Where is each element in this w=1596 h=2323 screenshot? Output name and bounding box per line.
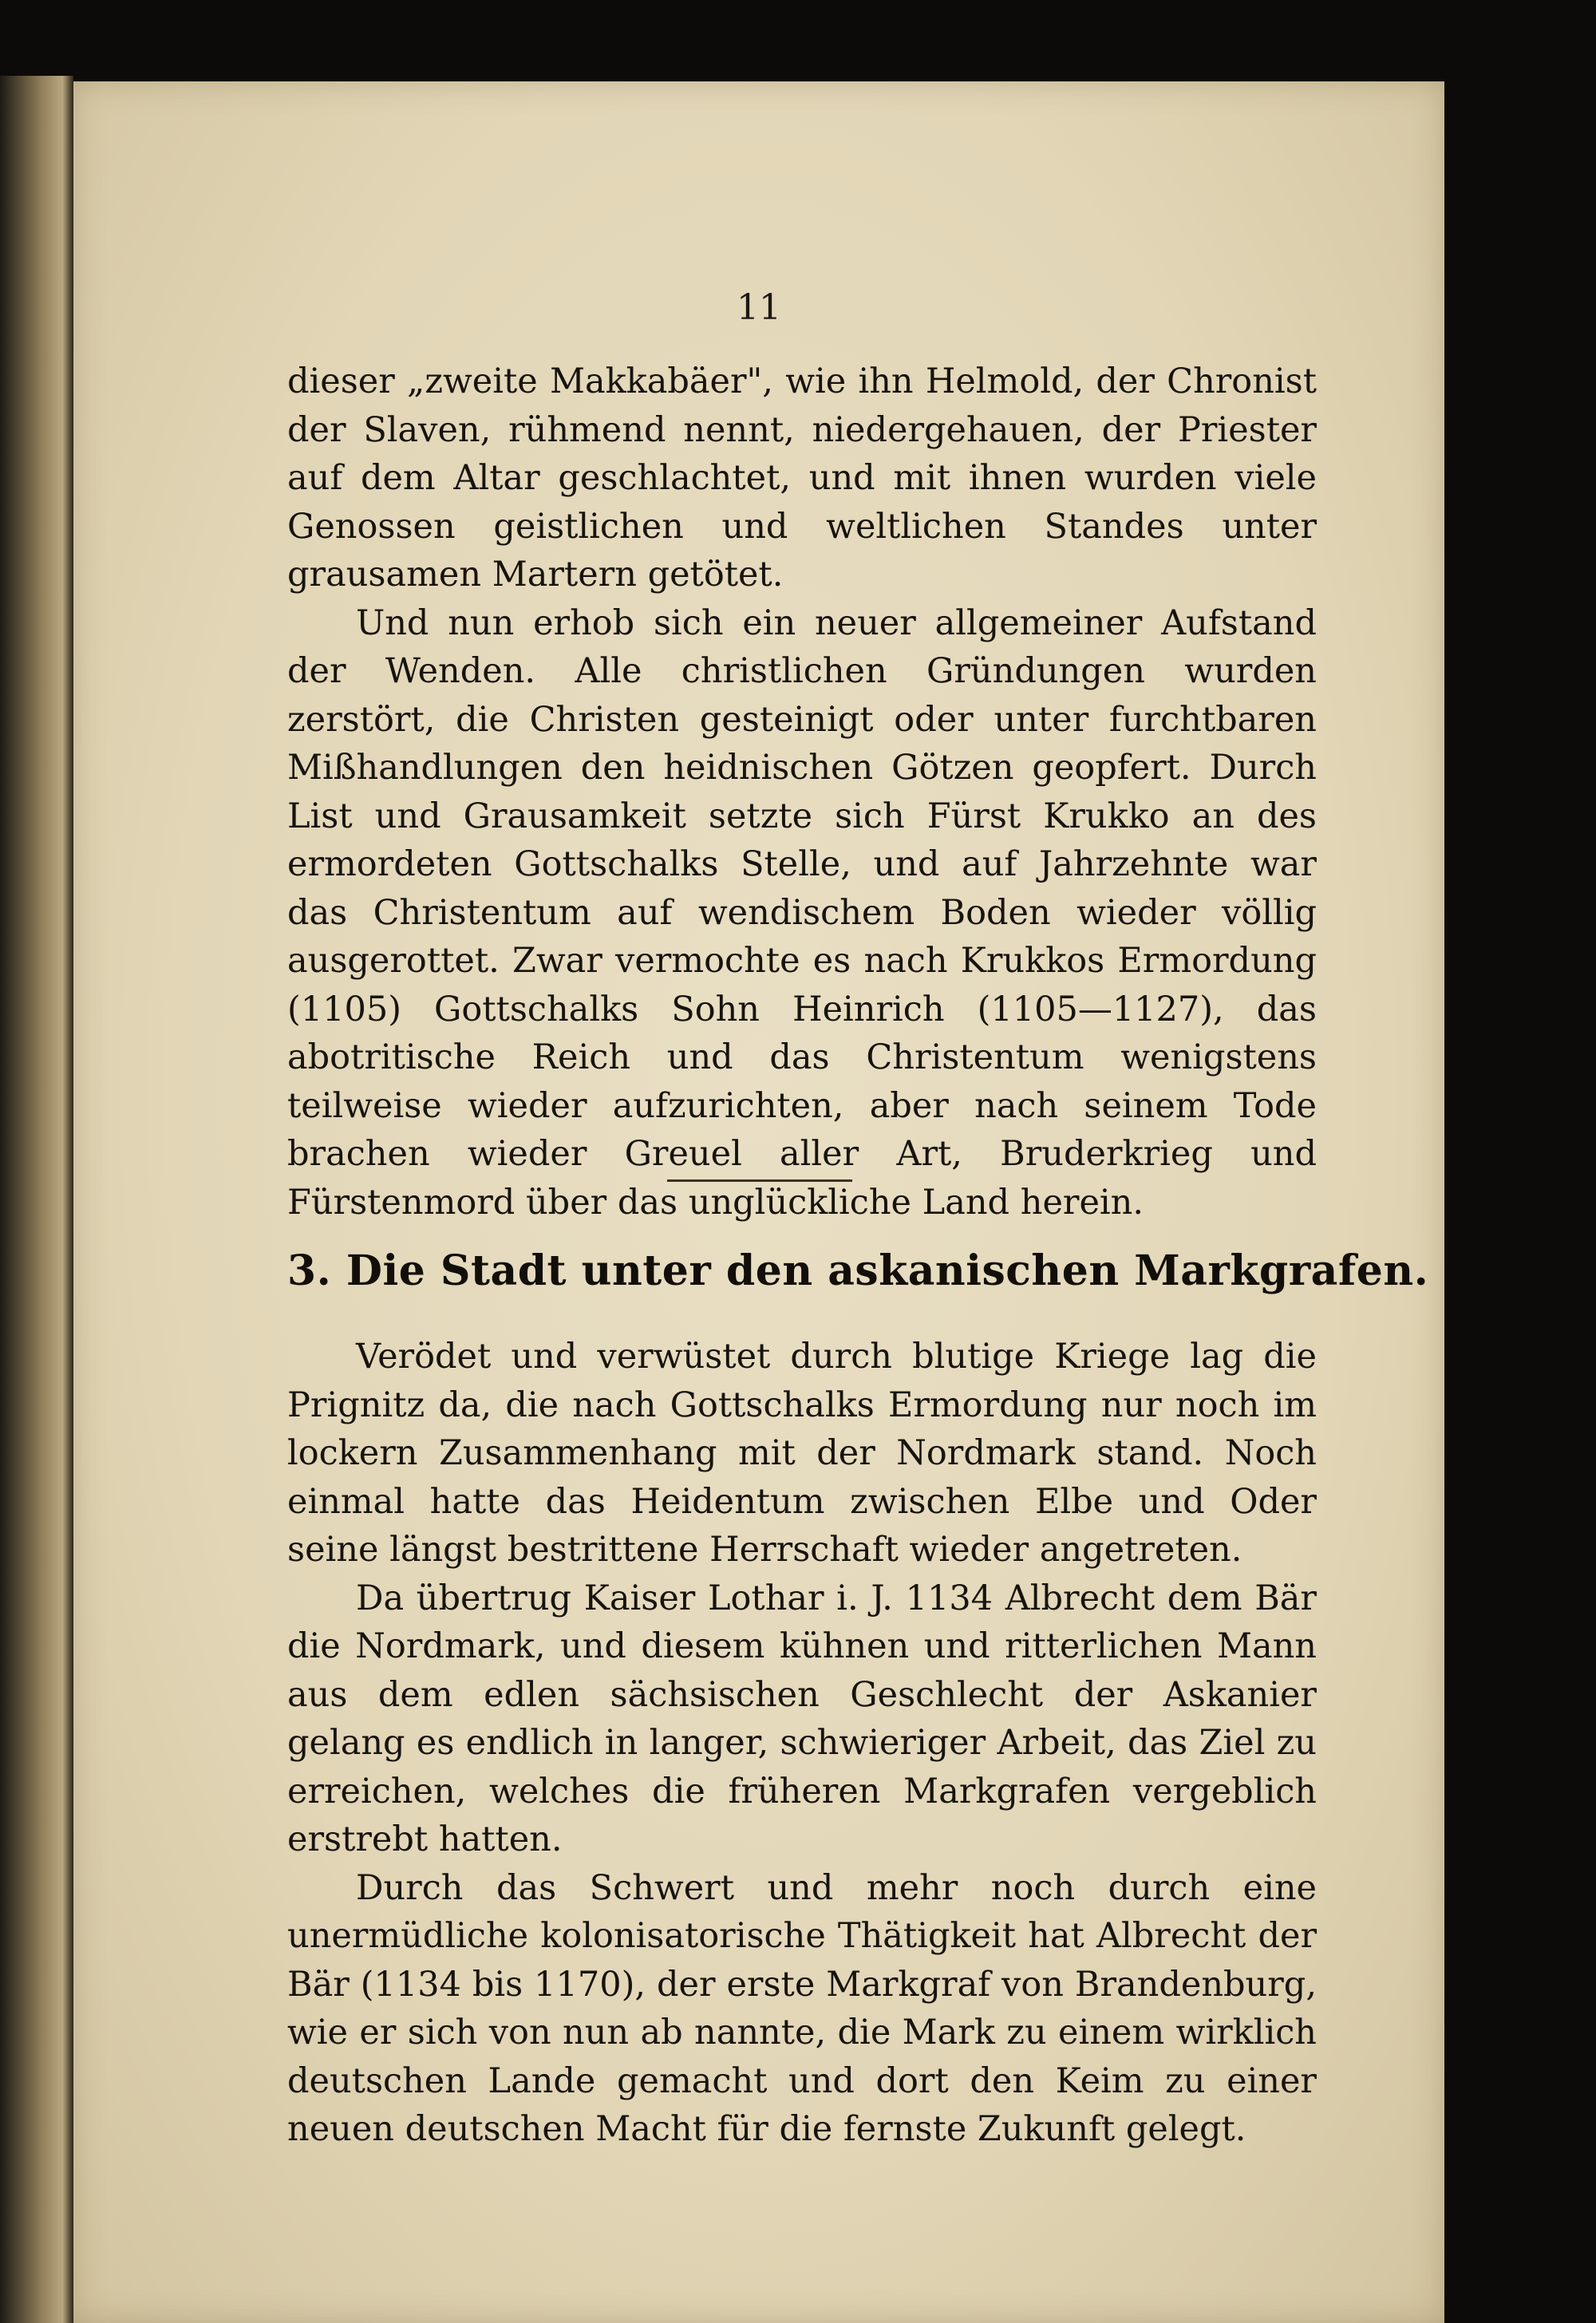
text-block-bottom [287, 1333, 1317, 2154]
section-divider [667, 1179, 852, 1182]
page-number: 11 [737, 287, 781, 328]
paragraph: Durch das Schwert und mehr noch durch eine unermüdliche kolonisatorische Thätigkeit hat Albrecht der Bär (1134 bis 1170), der erste Markgraf von Brandenburg, wie er sich von nun ab nannte, die Mark zu einem wirklich deutschen Lande gemacht und dort den Keim zu einer neuen deutschen Macht für die fernste Zukunft gelegt. [287, 1867, 1317, 2149]
previous-page-edge [0, 76, 73, 2323]
paragraph: Da übertrug Kaiser Lothar i. J. 1134 Albrecht dem Bär die Nordmark, und diesem kühnen und ritterlichen Mann aus dem edlen sächsischen Geschlecht der Askanier gelang es endlich in langer, schwieriger Arbeit, das Ziel zu erreichen, welches die früheren Markgrafen vergeblich erstrebt hatten. [287, 1578, 1317, 1859]
text-block-top [287, 358, 1317, 1227]
paragraph: dieser „zweite Makkabäer", wie ihn Helmold, der Chronist der Slaven, rühmend nennt, niedergehauen, der Priester auf dem Altar geschlachtet, und mit ihnen wurden viele Genossen geistlichen und weltlichen Standes unter grausamen Martern getötet. [287, 361, 1317, 595]
paragraph: Verödet und verwüstet durch blutige Kriege lag die Prignitz da, die nach Gottschalks Ermordung nur noch im lockern Zusammenhang mit der Nordmark stand. Noch einmal hatte das Heidentum zwischen Elbe und Oder seine längst bestrittene Herrschaft wieder angetreten. [287, 1337, 1317, 1570]
paragraph: Und nun erhob sich ein neuer allgemeiner Aufstand der Wenden. Alle christlichen Gründungen wurden zerstört, die Christen gesteinigt oder unter furchtbaren Mißhandlungen den heidnischen Götzen geopfert. Durch List und Grausamkeit setzte sich Fürst Krukko an des ermordeten Gottschalks Stelle, und auf Jahrzehnte war das Christentum auf wendischem Boden wieder völlig ausgerottet. Zwar vermochte es nach Krukkos Ermordung (1105) Gottschalks Sohn Heinrich (1105—1127), das abotritische Reich und das Christentum wenigstens teilweise wieder aufzurichten, aber nach seinem Tode brachen wieder Greuel aller Art, Bruderkrieg und Fürstenmord über das unglückliche Land herein. [287, 602, 1317, 1223]
section-heading: 3. Die Stadt unter den askanischen Markgrafen. [287, 1246, 1429, 1295]
book-page [73, 81, 1444, 2323]
